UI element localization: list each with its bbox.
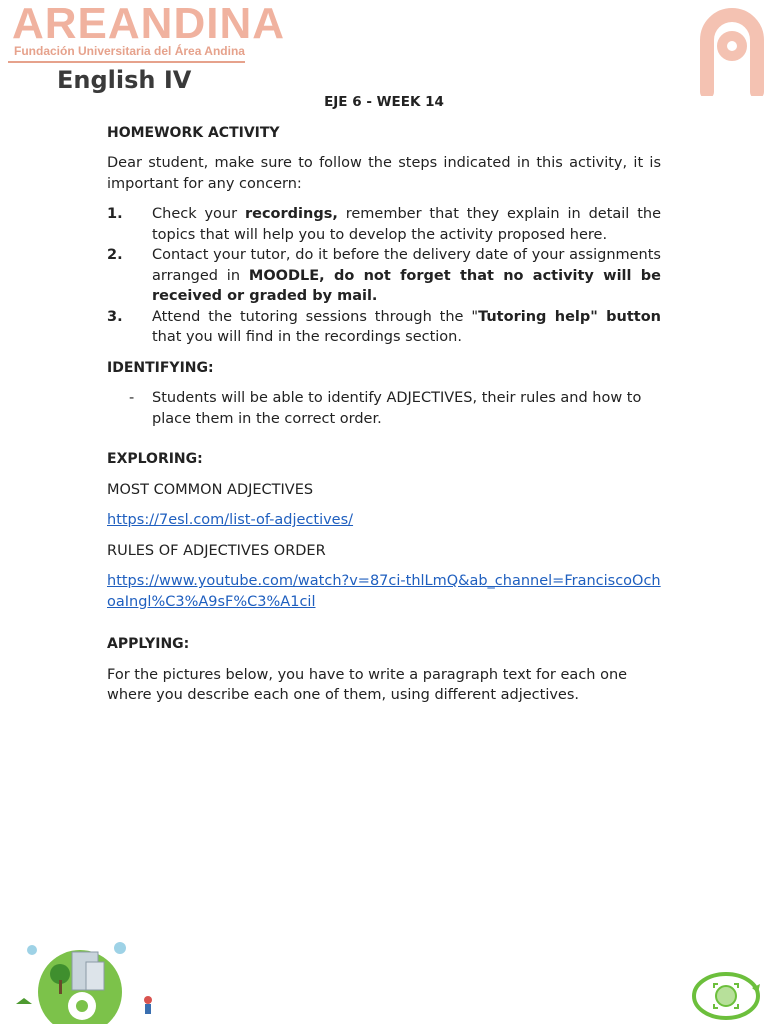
areandina-a-mark-icon — [697, 0, 767, 96]
eco-city-icon — [8, 930, 160, 1024]
step-number: 2. — [107, 247, 123, 263]
eco-badge-icon — [688, 968, 764, 1022]
step-bold-text: recordings, — [244, 206, 338, 222]
step-bold-text: MOODLE, do not forget that no activity will be received or graded by mail. — [152, 267, 661, 304]
course-title: English IV — [57, 66, 192, 94]
identifying-list — [107, 388, 661, 429]
list-item — [107, 204, 661, 245]
brand-subtitle: Fundación Universitaria del Área Andina — [14, 44, 245, 58]
spacer — [107, 622, 661, 634]
step-number: 3. — [107, 308, 123, 325]
exploring-label-order: RULES OF ADJECTIVES ORDER — [107, 542, 326, 559]
adjectives-list-link[interactable]: https://7esl.com/list-of-adjectives/ — [107, 512, 354, 528]
identifying-text: Students will be able to identify ADJECTIVES, their rules and how to place them in the correct order. — [152, 390, 642, 427]
step-text: Contact your tutor, do it before the delivery date of your assignments arranged in — [152, 247, 661, 284]
homework-intro: Dear student, make sure to follow the steps indicated in this activity, it is important for any concern: — [107, 155, 661, 192]
brand-underline — [8, 61, 245, 63]
step-bold-text: Tutoring help" button — [478, 308, 661, 325]
list-item — [107, 388, 661, 429]
brand-logo: AREANDINA — [12, 0, 285, 48]
step-text: Attend the tutoring sessions through the " — [152, 308, 479, 325]
homework-steps — [107, 204, 661, 348]
dash-bullet: - — [129, 390, 135, 406]
identifying-heading: IDENTIFYING: — [107, 359, 214, 376]
week-title: EJE 6 - WEEK 14 — [324, 94, 444, 110]
adjectives-order-video-link[interactable]: https://www.youtube.com/watch?v=87ci-thlLmQ&ab_channel=FranciscoOchoaIngl%C3%A9sF%C3%A1cil — [107, 573, 661, 610]
exploring-heading: EXPLORING: — [107, 451, 203, 467]
list-item — [107, 307, 661, 348]
applying-text: For the pictures below, you have to write a paragraph text for each one where you describe each one of them, using different adjectives. — [107, 666, 628, 703]
homework-heading: HOMEWORK ACTIVITY — [107, 124, 280, 141]
step-text: that you will find in the recordings section. — [152, 329, 462, 345]
document-body — [107, 92, 661, 716]
applying-heading: APPLYING: — [107, 636, 190, 652]
step-text: Check your — [152, 206, 245, 222]
exploring-label-common: MOST COMMON ADJECTIVES — [107, 481, 314, 498]
list-item — [107, 245, 661, 307]
step-text: remember that they explain in detail the topics that will help you to develop the activity proposed here. — [152, 206, 661, 243]
step-number: 1. — [107, 206, 123, 222]
